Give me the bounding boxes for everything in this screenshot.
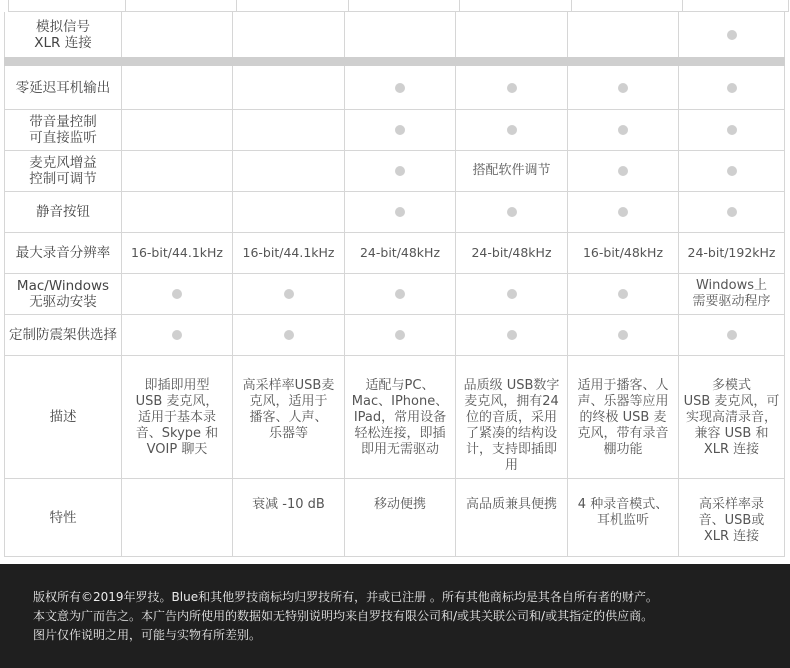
table-cell [568, 479, 679, 557]
table-row [4, 274, 785, 315]
cell-text: 24-bit/192kHz [687, 245, 776, 260]
feature-dot-icon [679, 151, 785, 192]
table-cell [456, 12, 568, 58]
feature-dot-icon [122, 315, 233, 356]
dot-icon [395, 125, 405, 135]
footer-image-note: 图片仅作说明之用，可能与实物有所差别。 [33, 628, 262, 642]
table-row [4, 192, 785, 233]
cell-text: 16-bit/44.1kHz [131, 245, 223, 260]
cell-text: Windows上 需要驱动程序 [692, 278, 771, 309]
cell-text: 16-bit/48kHz [582, 245, 664, 260]
dot-icon [618, 330, 628, 340]
feature-dot-icon [679, 66, 785, 110]
feature-dot-icon [345, 66, 456, 110]
cell-text: 多模式 USB 麦克风，可 实现高清录音， 兼容 USB 和 XLR 连接 [683, 378, 780, 457]
dot-icon [284, 289, 294, 299]
cell-text: 搭配软件调节 [472, 163, 551, 178]
dot-icon [507, 207, 517, 217]
feature-dot-icon [679, 110, 785, 151]
dot-icon [618, 289, 628, 299]
feature-dot-icon [456, 66, 568, 110]
feature-dot-icon [679, 315, 785, 356]
feature-dot-icon [568, 66, 679, 110]
table-row [4, 315, 785, 356]
dot-icon [727, 83, 737, 93]
table-cell [456, 233, 568, 274]
feature-dot-icon [568, 274, 679, 315]
row-label: 零延迟耳机输出 [4, 66, 122, 110]
cell-text: 高采样率录 音、USB或 XLR 连接 [698, 497, 765, 544]
table-cell [122, 110, 233, 151]
table-cell [456, 479, 568, 557]
table-cell [679, 479, 785, 557]
table-cell [568, 12, 679, 58]
dot-icon [618, 83, 628, 93]
dot-icon [618, 125, 628, 135]
dot-icon [727, 30, 737, 40]
dot-icon [618, 207, 628, 217]
table-cell [349, 0, 460, 12]
feature-dot-icon [233, 315, 345, 356]
dot-icon [507, 125, 517, 135]
table-row-partial [8, 0, 789, 12]
cell-text: 即插即用型 USB 麦克风， 适用于基本录 音、Skype 和 VOIP 聊天 [135, 378, 219, 457]
table-cell [122, 233, 233, 274]
cell-text: 适配与PC、 Mac、IPhone、 IPad，常用设备 轻松连接，即插 即用无需驱动 [351, 378, 449, 457]
feature-dot-icon [568, 151, 679, 192]
table-cell [345, 12, 456, 58]
table-cell [683, 0, 789, 12]
dot-icon [507, 83, 517, 93]
row-label: 特性 [4, 479, 122, 557]
table-row [4, 233, 785, 274]
table-row [4, 356, 785, 479]
table-row [4, 151, 785, 192]
table-cell [233, 233, 345, 274]
dot-icon [284, 330, 294, 340]
table-cell [233, 151, 345, 192]
dot-icon [395, 207, 405, 217]
cell-text: 移动便携 [373, 497, 426, 512]
feature-dot-icon [233, 274, 345, 315]
feature-dot-icon [456, 315, 568, 356]
feature-dot-icon [345, 315, 456, 356]
table-cell [8, 0, 126, 12]
section-separator [4, 57, 785, 66]
table-cell [568, 356, 679, 479]
row-label: 麦克风增益 控制可调节 [4, 151, 122, 192]
dot-icon [172, 330, 182, 340]
table-cell [679, 233, 785, 274]
table-row [4, 66, 785, 110]
feature-dot-icon [345, 151, 456, 192]
dot-icon [395, 330, 405, 340]
table-cell [233, 12, 345, 58]
row-label: 描述 [4, 356, 122, 479]
table-cell [345, 479, 456, 557]
table-cell [233, 66, 345, 110]
table-cell [122, 12, 233, 58]
table-cell [679, 274, 785, 315]
table-row [4, 110, 785, 151]
feature-dot-icon [568, 110, 679, 151]
table-cell [237, 0, 349, 12]
dot-icon [395, 83, 405, 93]
dot-icon [395, 289, 405, 299]
feature-dot-icon [568, 192, 679, 233]
feature-dot-icon [345, 192, 456, 233]
table-cell [122, 151, 233, 192]
feature-dot-icon [456, 274, 568, 315]
feature-dot-icon [679, 12, 785, 58]
row-label: 模拟信号 XLR 连接 [4, 12, 122, 58]
table-cell [345, 233, 456, 274]
table-cell [456, 151, 568, 192]
dot-icon [395, 166, 405, 176]
dot-icon [507, 330, 517, 340]
table-row [4, 479, 785, 557]
dot-icon [507, 289, 517, 299]
dot-icon [727, 207, 737, 217]
table-cell [460, 0, 572, 12]
table-cell [233, 479, 345, 557]
footer [0, 564, 790, 668]
cell-text: 24-bit/48kHz [471, 245, 552, 260]
dot-icon [727, 330, 737, 340]
row-label: 最大录音分辨率 [4, 233, 122, 274]
table-cell [233, 356, 345, 479]
table-cell [679, 356, 785, 479]
row-label: 带音量控制 可直接监听 [4, 110, 122, 151]
table-cell [233, 192, 345, 233]
cell-text: 高采样率USB麦 克风，适用于 播客、人声、 乐器等 [242, 378, 335, 441]
footer-copyright: 版权所有©2019年罗技。Blue和其他罗技商标均归罗技所有，并或已注册 。所有其他商标均是其各自所有者的财产。 [33, 590, 658, 604]
table-cell [572, 0, 683, 12]
cell-text: 4 种录音模式、 耳机监听 [577, 497, 669, 528]
table-cell [122, 192, 233, 233]
row-label: 静音按钮 [4, 192, 122, 233]
feature-dot-icon [345, 110, 456, 151]
table-cell [456, 356, 568, 479]
cell-text: 16-bit/44.1kHz [242, 245, 335, 260]
table-cell [122, 356, 233, 479]
feature-dot-icon [345, 274, 456, 315]
cell-text: 衰减 -10 dB [252, 497, 325, 512]
table-cell [122, 66, 233, 110]
table-cell [345, 356, 456, 479]
cell-text: 高品质兼具便携 [465, 497, 557, 512]
feature-dot-icon [679, 192, 785, 233]
table-cell [233, 110, 345, 151]
table-cell [122, 479, 233, 557]
dot-icon [727, 166, 737, 176]
cell-text: 品质级 USB数字 麦克风，拥有24 位的音质，采用 了紧凑的结构设 计，支持即插即 用 [463, 378, 560, 473]
feature-dot-icon [456, 192, 568, 233]
cell-text: 适用于播客、人 声、乐器等应用 的终极 USB 麦 克风，带有录音 棚功能 [577, 378, 669, 457]
feature-dot-icon [122, 274, 233, 315]
footer-disclaimer: 本文意为广而告之。本广告内所使用的数据如无特别说明均来自罗技有限公司和/或其关联公司和/或其指定的供应商。 [33, 609, 654, 623]
dot-icon [618, 166, 628, 176]
feature-dot-icon [456, 110, 568, 151]
feature-dot-icon [568, 315, 679, 356]
table-cell [568, 233, 679, 274]
table-cell [126, 0, 237, 12]
cell-text: 24-bit/48kHz [359, 245, 441, 260]
row-label: 定制防震架供选择 [4, 315, 122, 356]
table-row [4, 12, 785, 58]
dot-icon [172, 289, 182, 299]
row-label: Mac/Windows 无驱动安装 [4, 274, 122, 315]
dot-icon [727, 125, 737, 135]
